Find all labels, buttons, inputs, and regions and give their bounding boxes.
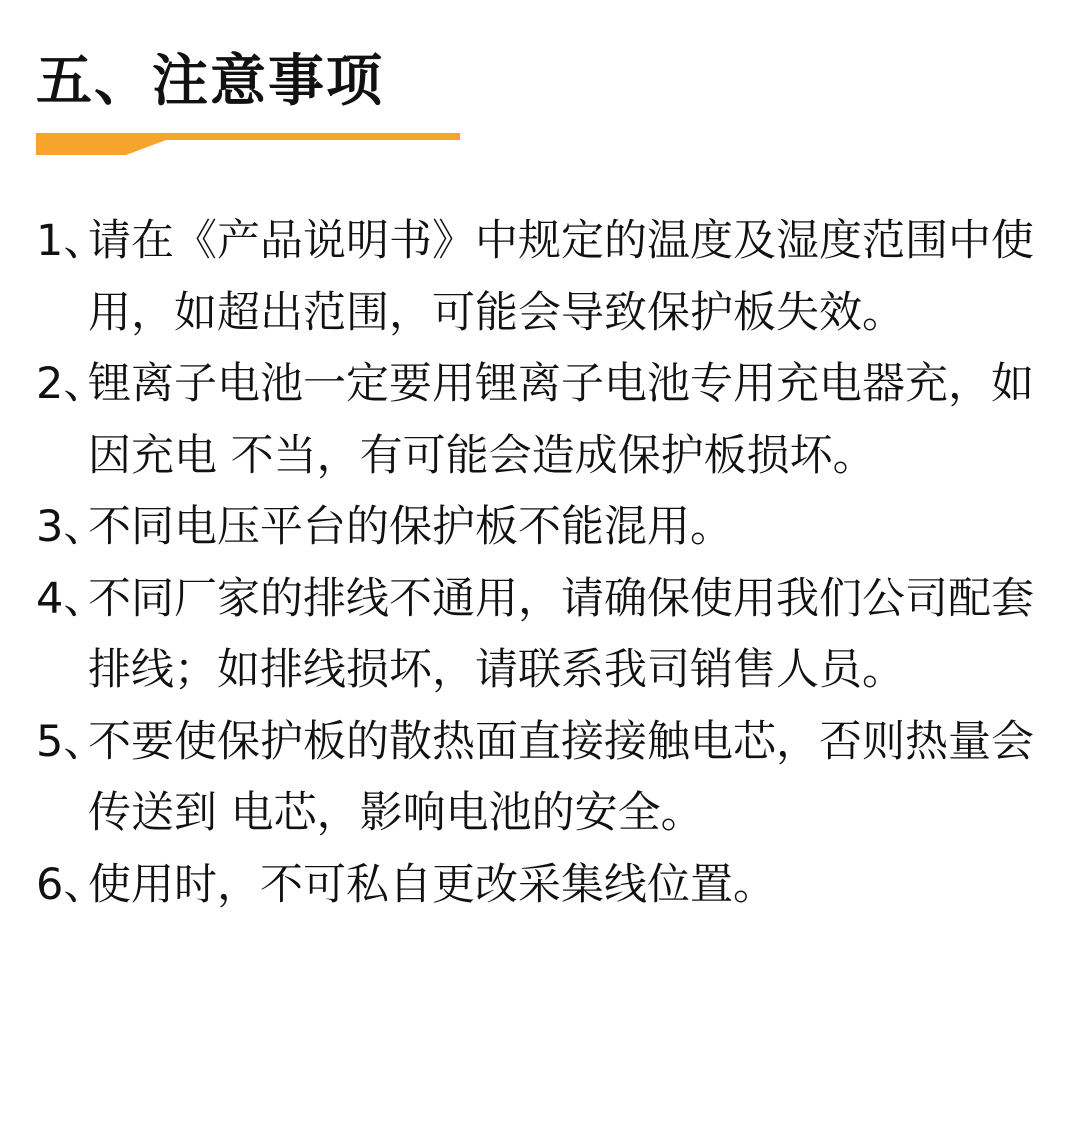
note-text: 请在《产品说明书》中规定的温度及湿度范围中使用，如超出范围，可能会导致保护板失效。 — [88, 216, 1034, 338]
note-text: 锂离子电池一定要用锂离子电池专用充电器充，如因充电 不当，有可能会造成保护板损坏。 — [88, 359, 1034, 481]
notes-list — [36, 206, 1056, 921]
heading-underline-bar — [36, 133, 460, 155]
note-text: 不同电压平台的保护板不能混用。 — [88, 502, 733, 552]
note-number: 4、 — [36, 573, 107, 624]
note-item-2 — [36, 349, 1056, 492]
note-number: 1、 — [36, 216, 107, 266]
note-item-6 — [36, 850, 1056, 922]
note-text: 不同厂家的排线不通用，请确保使用我们公司配套排线；如排线损坏，请联系我司销售人员。 — [88, 573, 1034, 695]
note-number: 5、 — [36, 716, 107, 767]
note-number: 3、 — [36, 502, 107, 552]
note-item-5 — [36, 707, 1056, 850]
note-text: 不要使保护板的散热面直接接触电芯，否则热量会传送到 电芯，影响电池的安全。 — [88, 716, 1034, 838]
note-number: 6、 — [36, 859, 107, 910]
heading-underline — [36, 131, 460, 157]
note-text: 使用时，不可私自更改采集线位置。 — [88, 859, 776, 910]
note-item-1 — [36, 206, 1056, 349]
section-heading: 五、注意事项 — [36, 49, 384, 114]
note-item-4 — [36, 564, 1056, 707]
note-number: 2、 — [36, 359, 107, 409]
note-item-3 — [36, 492, 1056, 564]
